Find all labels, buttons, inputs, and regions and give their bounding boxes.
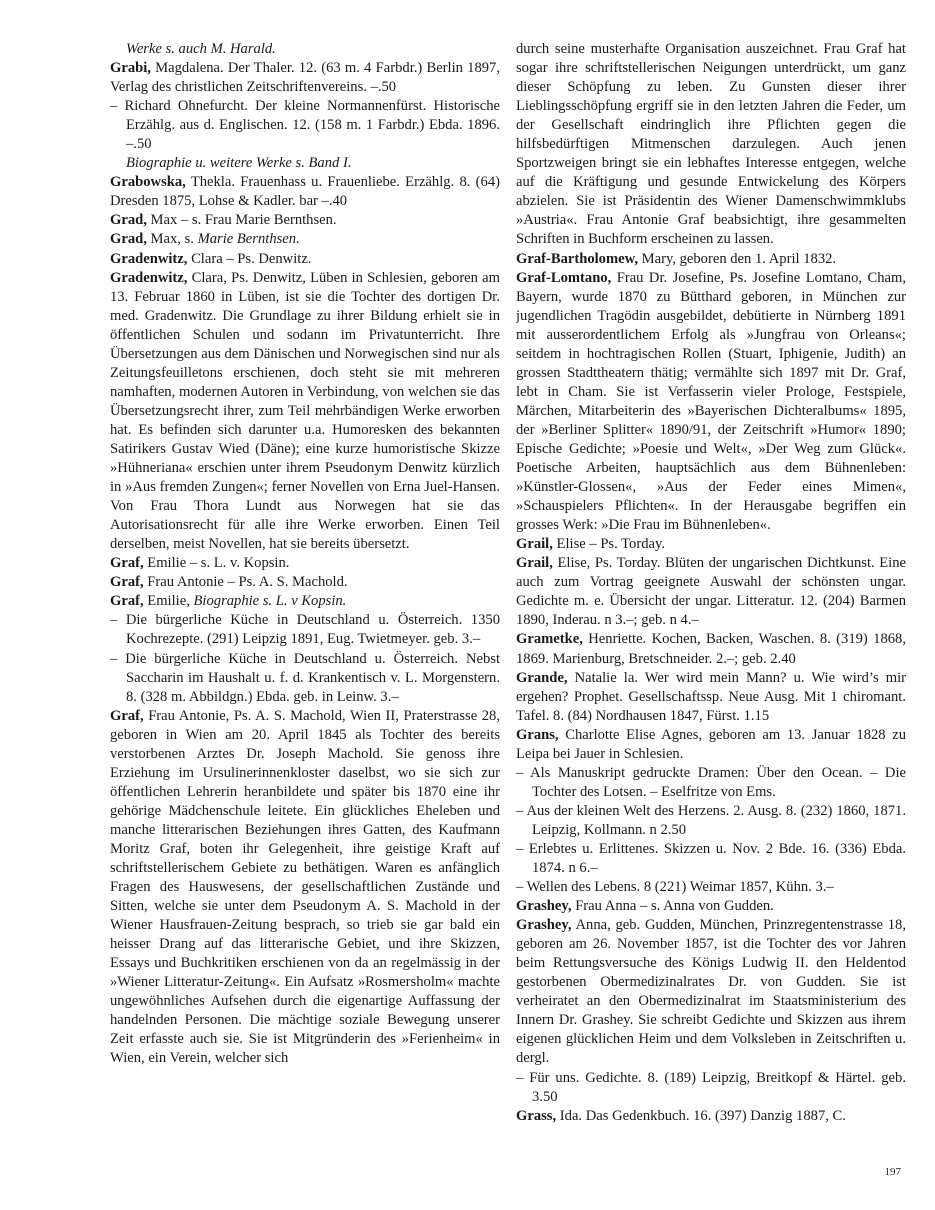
entry-headword: Gradenwitz, <box>110 250 188 267</box>
lexicon-entry <box>516 726 906 764</box>
entry-body: Henriette. Kochen, Backen, Waschen. 8. (319) 1868, 1869. Marienburg, Bretschneider. 2.–; geb. 2.40 <box>516 631 906 667</box>
entry-headword: Graf, <box>110 555 144 572</box>
entry-headword: Grabi, <box>110 60 151 77</box>
lexicon-entry <box>110 250 500 269</box>
entry-body: Max, s. <box>146 231 198 248</box>
entry-headword: Grad, <box>110 212 147 229</box>
entry-headword: Gradenwitz, <box>110 269 188 286</box>
entry-headword: Grande, <box>516 669 568 686</box>
entry-body: Ida. Das Gedenkbuch. 16. (397) Danzig 1887, C. <box>556 1107 846 1124</box>
entry-body: – Aus der kleinen Welt des Herzens. 2. Ausg. 8. (232) 1860, 1871. Leipzig, Kollmann. n 2.50 <box>516 802 906 838</box>
entry-body: – Erlebtes u. Erlittenes. Skizzen u. Nov. 2 Bde. 16. (336) Ebda. 1874. n 6.– <box>516 840 906 877</box>
entry-body: Natalie la. Wer wird mein Mann? u. Wie wird’s mir ergehen? Prophet. Gesellschaftssp. Neue Ausg. Mit 1 chiromant. Tafel. 8. (84) Nordhausen 1847, Fürst. 1.15 <box>516 669 906 724</box>
lexicon-entry <box>516 669 906 726</box>
entry-headword: Grail, <box>516 536 553 553</box>
entry-body: Clara, Ps. Denwitz, Lüben in Schlesien, geboren am 13. Februar 1860 in Lüben, ist sie die Tochter des dortigen Dr. med. Gradenwitz. Die Grundlage zu ihrer Bildung erhielt sie in öffentlichen Schulen und sodann im Privatunterricht. Ihre Übersetzungen aus dem Dänischen und Norwegischen sind nur als Zeitungsfeuilletons erschienen, doch steht sie mit mehreren namhaften, modernen Autoren in Verbindung, von welchen sie das Übersetzungsrecht ihrer, zum Teil mehrbändigen Werke erworben hat. Es befinden sich darunter u.a. Humoresken des bekannten Satirikers Gustav Wied (Däne); eine kurze humoristische Skizze »Hühneriana« erschien unter ihrem Pseudonym Denwitz kürzlich in »Aus fremden Zungen«; ferner Novellen von Erna Juel-Hansen. Von Frau Thora Lundt aus Norwegen hat sie das Autorisationsrecht für alle ihre Werke erworben. Einen Teil derselben, meist Novellen, hat sie bereits übersetzt. <box>110 269 500 553</box>
entry-body: Charlotte Elise Agnes, geboren am 13. Januar 1828 zu Leipa bei Jauer in Schlesien. <box>516 726 906 762</box>
entry-headword: Graf, <box>110 593 144 610</box>
entry-text <box>110 40 500 59</box>
entry-headword: Grashey, <box>516 898 572 915</box>
entry-body: Thekla. Frauenhass u. Frauenliebe. Erzählg. 8. (64) Dresden 1875, Lohse & Kadler. bar –.40 <box>110 174 500 210</box>
work-listing <box>516 1069 906 1107</box>
entry-body: Emilie – s. L. v. Kopsin. <box>143 555 290 572</box>
entry-headword: Grametke, <box>516 631 583 648</box>
entry-text <box>516 40 906 250</box>
entry-headword: Grail, <box>516 555 553 572</box>
lexicon-entry <box>516 630 906 668</box>
entry-body: Magdalena. Der Thaler. 12. (63 m. 4 Farbdr.) Berlin 1897, Verlag des christlichen Zeitschriftenvereins. –.50 <box>110 60 500 96</box>
entry-body: Max – s. Frau Marie Bernthsen. <box>146 212 337 229</box>
entry-headword: Grad, <box>110 231 147 248</box>
entry-reference: Biographie s. L. v Kopsin. <box>193 593 347 610</box>
lexicon-entry <box>110 173 500 211</box>
lexicon-entry <box>516 535 906 554</box>
entry-text <box>110 154 500 173</box>
lexicon-entry <box>110 592 500 611</box>
lexicon-entry <box>516 1107 906 1126</box>
lexicon-entry <box>110 707 500 1069</box>
page-number: 197 <box>884 1166 901 1178</box>
lexicon-entry <box>110 573 500 592</box>
entry-body: – Für uns. Gedichte. 8. (189) Leipzig, Breitkopf & Härtel. geb. 3.50 <box>516 1069 906 1105</box>
entry-body: – Als Manuskript gedruckte Dramen: Über den Ocean. – Die Tochter des Lotsen. – Eselfritze von Ems. <box>516 764 906 800</box>
entry-body: Anna, geb. Gudden, München, Prinzregentenstrasse 18, geboren am 26. November 1857, ist die Tochter des vor Jahren beim Rettungsversuche des Königs Ludwig II. den Heldentod gestorbenen Obermedizinalrates Dr. von Gudden. Sie ist verheiratet an den Obermedizinalrat im Staatsministerium des Innern Dr. Grashey. Sie schreibt Gedichte und Skizzen aus ihrem eigenen glücklichen Heim und dem Volksleben in Zeitschriften u. dergl. <box>516 917 906 1067</box>
lexicon-entry <box>516 250 906 269</box>
lexicon-entry <box>516 269 906 536</box>
entry-body: Frau Anna – s. Anna von Gudden. <box>571 898 774 915</box>
entry-body: Elise, Ps. Torday. Blüten der ungarischen Dichtkunst. Eine auch zum Vortrag geeignete Auswahl der schönsten ungar. Gedichte m. e. Übersicht der ungar. Litteratur. 12. (204) Barmen 1890, Inderau. n 3.–; geb. n 4.– <box>516 555 906 629</box>
lexicon-entry <box>110 211 500 230</box>
entry-body: Frau Antonie, Ps. A. S. Machold, Wien II, Praterstrasse 28, geboren in Wien am 20. April 1845 als Tochter des bereits verstorbenen Arztes Dr. Joseph Machold. Sie genoss ihre Erziehung im Ursulinerinnenkloster daselbst, wo sie sich zur öffentlichen Lehrerin heranbildete und später bis 1870 eine ihr gehörige Mädchenschule leitete. Ein glückliches Eheleben und manche litterarischen Beziehungen ihres Gatten, des Kaufmann Moritz Graf, boten ihr Gelegenheit, ihre geistige Kraft auf schriftstellerischem Gebiete zu bethätigen. Waren es anfänglich Fragen des Hauswesens, der gesellschaftlichen Zustände und Sitten, welche sie unter dem Pseudonym A. S. Machold in der Wiener Hausfrauen-Zeitung besprach, so trieb sie gar bald ein heisser Drang auf das litterarische Gebiet, und ihre Skizzen, Essays und Buchkritiken erschienen von da an regelmässig in der »Wiener Litteratur-Zeitung«. Ein Aufsatz »Rosmersholm« machte ungewöhnliches Aufsehen durch die eigenartige Auffassung der handelnden Personen. Die mächtige soziale Bewegung unserer Zeit erfasste auch sie. Sie ist Mitgründerin des »Ferienheim« in Wien, ein Verein, welcher sich <box>110 707 500 1067</box>
entry-reference: Marie Bernthsen. <box>197 231 300 248</box>
left-column <box>110 40 500 1069</box>
entry-headword: Grabowska, <box>110 174 186 191</box>
entry-body: – Die bürgerliche Küche in Deutschland u. Österreich. Nebst Saccharin im Haushalt u. f. d. Krankentisch v. L. Morgenstern. 8. (328 m. Abbildgn.) Ebda. geb. in Leinw. 3.– <box>110 650 500 705</box>
entry-headword: Grass, <box>516 1107 557 1124</box>
work-listing <box>516 802 906 840</box>
work-listing <box>516 878 906 897</box>
lexicon-entry <box>516 916 906 1068</box>
right-column <box>516 40 906 1126</box>
entry-body: durch seine musterhafte Organisation auszeichnet. Frau Graf hat sogar ihre schriftstellerischen Neigungen unterdrückt, um ganz dieser Schöpfung zu leben. Zu Gunsten dieser ihrer Lieblingsschöpfung ergriff sie in den letzten Jahren die Feder, um der Gesellschaft eindringlich ihre Pflichten gegen die hilfsbedürftigen Mitmenschen darzulegen. Auch jenen Sportzweigen bringt sie ein lebhaftes Interesse entgegen, welche auf die Kräftigung und gesunde Entwickelung des Körpers abzielen. Sie ist Präsidentin des Wiener Damenschwimmklubs »Austria«. Frau Antonie Graf beabsichtigt, ihre gesammelten Schriften in Buchform erscheinen zu lassen. <box>516 41 906 248</box>
work-listing <box>516 840 906 878</box>
entry-body: – Die bürgerliche Küche in Deutschland u. Österreich. 1350 Kochrezepte. (291) Leipzig 1891, Eug. Twietmeyer. geb. 3.– <box>110 612 500 648</box>
entry-headword: Grans, <box>516 726 559 743</box>
entry-body: Frau Dr. Josefine, Ps. Josefine Lomtano, Cham, Bayern, wurde 1870 zu Bütthard geboren, in München zur jugendlichen Tragödin ausgebildet, debütierte in Nürnberg 1891 mit ausserordentlichem Erfolg als »Jungfrau von Orleans«; seitdem in hochtragischen Rollen (Stuart, Iphigenie, Judith) an grossen Stadttheatern thätig; vermählte sich 1897 mit Dr. Graf, lebt in Cham. Sie ist Verfasserin vieler Prologe, Festspiele, Märchen, Mitarbeiterin des »Bayerischen Dichteralbums« 1895, der »Berliner Splitter« 1890/91, der Zeitschrift »Humor« 1890; Epische Gedichte; »Poesie und Welt«, »Der Weg zum Glück«. Poetische Arbeiten, hauptsächlich aus dem Bühnenleben: »Künstler-Glossen«, »Aus der Feder eines Mimen«, »Schauspielers Pflichten«. In der Herausgabe begriffen ein grosses Werk: »Die Frau im Bühnenleben«. <box>516 269 906 534</box>
entry-reference: Biographie u. weitere Werke s. Band I. <box>126 155 352 172</box>
entry-body: Mary, geboren den 1. April 1832. <box>638 250 837 267</box>
lexicon-entry <box>110 230 500 249</box>
entry-headword: Graf, <box>110 707 144 724</box>
entry-headword: Grashey, <box>516 917 572 934</box>
entry-body: – Richard Ohnefurcht. Der kleine Normannenfürst. Historische Erzählg. aus d. Englischen. 12. (158 m. 1 Farbdr.) Ebda. 1896. –.50 <box>110 98 500 153</box>
work-listing <box>110 650 500 707</box>
work-listing <box>516 764 906 802</box>
entry-body: Clara – Ps. Denwitz. <box>187 250 312 267</box>
lexicon-entry <box>110 554 500 573</box>
entry-body: – Wellen des Lebens. 8 (221) Weimar 1857, Kühn. 3.– <box>516 879 834 896</box>
work-listing <box>110 97 500 154</box>
entry-headword: Graf-Lomtano, <box>516 269 612 286</box>
work-listing <box>110 611 500 649</box>
entry-body: Frau Antonie – Ps. A. S. Machold. <box>143 574 348 591</box>
lexicon-entry <box>516 897 906 916</box>
entry-body: Elise – Ps. Torday. <box>552 536 665 553</box>
entry-body: Emilie, <box>143 593 194 610</box>
entry-headword: Graf, <box>110 574 144 591</box>
lexicon-entry <box>516 554 906 630</box>
lexicon-entry <box>110 59 500 97</box>
entry-headword: Graf-Bartholomew, <box>516 250 638 267</box>
lexicon-entry <box>110 269 500 555</box>
entry-reference: Werke s. auch M. Harald. <box>126 41 276 57</box>
